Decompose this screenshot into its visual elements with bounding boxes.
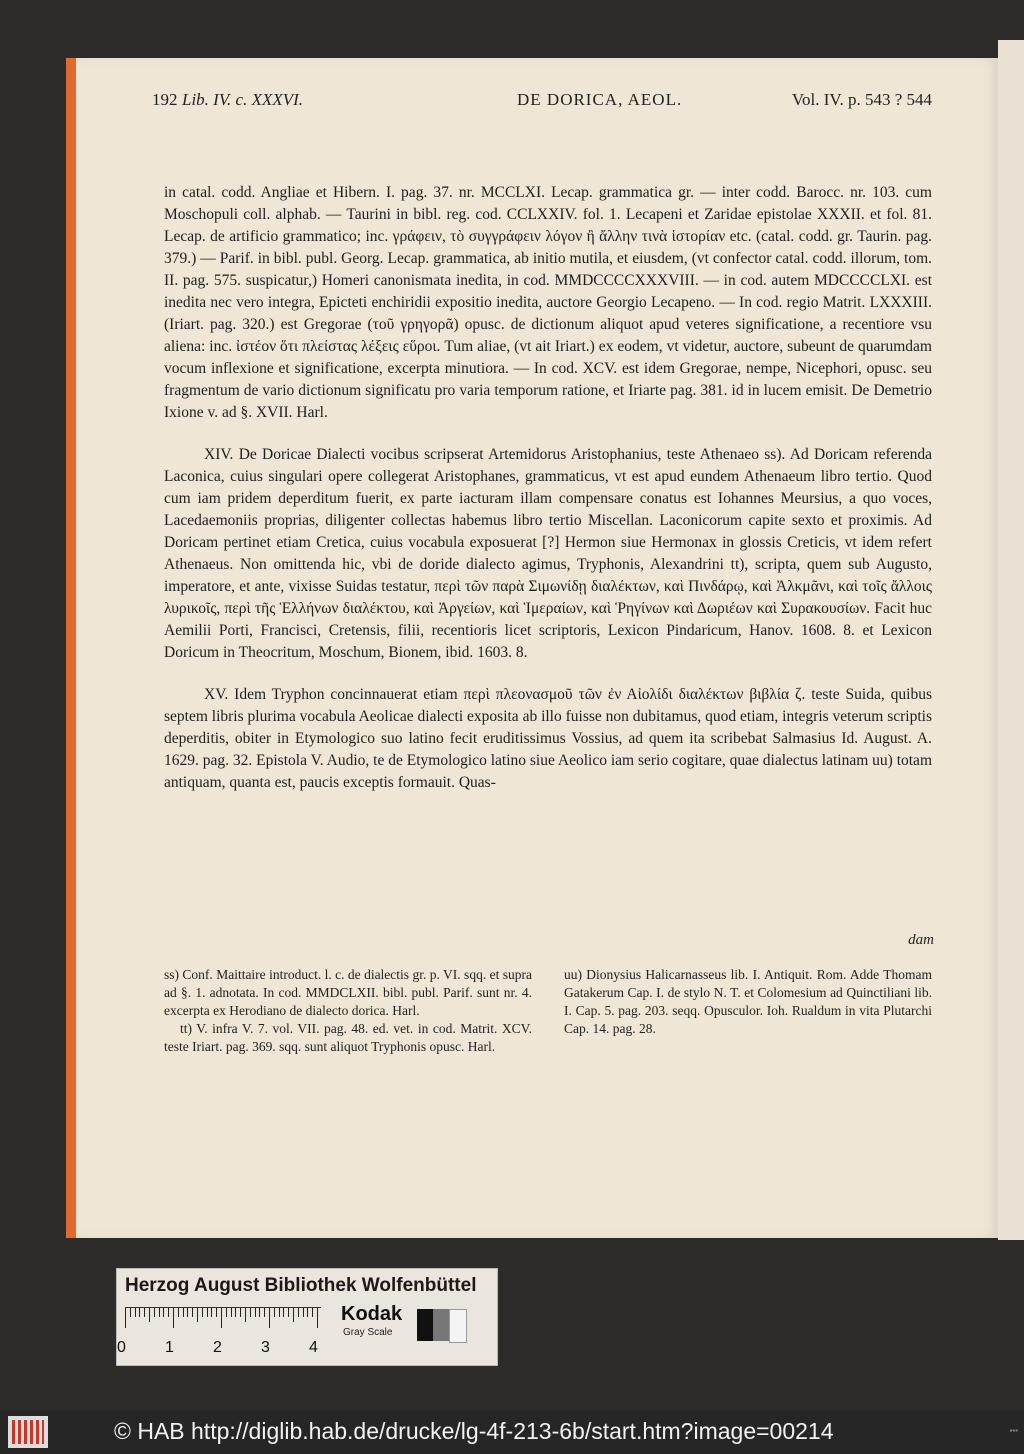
- gray-swatch-white: [449, 1309, 467, 1343]
- ruler-tick: [283, 1308, 284, 1317]
- ruler-tick: [207, 1308, 208, 1317]
- ruler-tick: [245, 1308, 246, 1322]
- ruler-tick: [163, 1308, 164, 1317]
- ruler-tick: [139, 1308, 140, 1317]
- ruler-tick: [250, 1308, 251, 1317]
- ruler-tick: [149, 1308, 150, 1322]
- ruler-tick: [235, 1308, 236, 1317]
- book-chapter-ref: Lib. IV. c. XXXVI.: [182, 90, 304, 109]
- ruler-tick: [288, 1308, 289, 1317]
- catchword: dam: [908, 932, 934, 948]
- ruler-tick: [264, 1308, 265, 1317]
- footnote-uu: uu) Dionysius Halicarnasseus lib. I. Antiquit. Rom. Adde Thomam Gatakerum Cap. I. de stylo N. T. et Colomesium ad Quinctiliani lib. I. Cap. 5. pag. 203. seqq. Opusculor. Ioh. Rualdum in vita Plutarchi Cap. 14. pag. 28.: [564, 967, 932, 1036]
- paragraph-xiv: XIV. De Doricae Dialecti vocibus scripserat Artemidorus Aristophanius, teste Athenaeo ss). Ad Doricam referenda Laconica, cuius singulari opere collegerat Aristophanes, grammaticus, vt est apud eundem Athenaeum libro tertio. Quod cum iam pridem deperditum fuerit, ex parte iacturam illam compensare conatus est Iohannes Meursius, a quo voces, Lacedaemoniis proprias, diligenter collectas habemus libro tertio Miscellan. Laconicorum capite sexto et proximis. Ad Doricam pertinet etiam Cretica, cuius vocabula exposuerat [?] Hermon siue Hermonax in glossis Creticis, vt idem refert Athenaeus. Non omittenda hic, vbi de doride dialecto agimus, Tryphonis, Alexandrini tt), scripta, quem sub Augusto, imperatore, et ante, vixisse Suidas testatur, περὶ τῶν παρὰ Σιμωνίδῃ διαλέκτων, καὶ Πινδάρῳ, καὶ Ἀλκμᾶνι, καὶ τοῖς ἄλλοις λυρικοῖς, περὶ τῆς Ἑλλήνων διαλέκτου, καὶ Ἀργείων, καὶ Ἱμεραίων, καὶ Ῥηγίνων καὶ Δωριέων καὶ Συρακουσίων. Facit huc Aemilii Porti, Francisci, Cretensis, filii, recentioris licet scriptoris, Lexicon Pindaricum, Hanov. 1608. 8. et Lexicon Doricum in Theocritum, Moschum, Bionem, ibid. 1603. 8.: [164, 446, 932, 661]
- main-text: [164, 182, 932, 794]
- ruler-tick: [159, 1308, 160, 1317]
- ruler-tick: [197, 1308, 198, 1322]
- footer-mark: ▪▪▪: [1009, 1426, 1018, 1435]
- volume-ref: Vol. IV. p. 543 ? 544: [791, 90, 932, 109]
- ruler-tick: [307, 1308, 308, 1317]
- ruler-numbers: [117, 1339, 327, 1359]
- ruler-tick: [168, 1308, 169, 1317]
- ruler-tick: [279, 1308, 280, 1317]
- footer-bar: [0, 1410, 1024, 1454]
- footnote-ss: ss) Conf. Maittaire introduct. l. c. de dialectis gr. p. VI. sqq. et supra ad §. 1. adnotata. In cod. MMDCLXII. bibl. publ. Parif. sunt nr. 4. excerpta ex Herodiano de dialecto dorica. Harl.: [164, 967, 532, 1018]
- ruler-tick: [259, 1308, 260, 1317]
- paragraph-xv: XV. Idem Tryphon concinnauerat etiam περὶ πλεονασμοῦ τῶν ἐν Αἰολίδι διαλέκτων βιβλία ζ. teste Suida, quibus septem libris plurima vocabula Aeolicae dialecti exposita ab illo fuisse non dubitamus, quod etiam, integris veterum scriptis deperditis, obiter in Etymologico suo latino fecit eruditissimus Vossius, ad quem ita scribebat Salmasius Id. August. A. 1629. pag. 32. Epistola V. Audio, te de Etymologico latino siue Aeolico iam serio cogitare, quae dialectus latinam uu) totam antiquam, quanta est, paucis exceptis formauit. Quas-: [164, 686, 932, 791]
- color-reference-card: [116, 1268, 498, 1366]
- ruler-tick: [221, 1308, 222, 1328]
- ruler-tick: [293, 1308, 294, 1322]
- ruler-scale: [125, 1307, 321, 1328]
- source-link[interactable]: © HAB http://diglib.hab.de/drucke/lg-4f-213-6b/start.htm?image=00214: [114, 1418, 834, 1444]
- ruler-tick: [211, 1308, 212, 1317]
- ruler-tick: [231, 1308, 232, 1317]
- gray-swatch-black: [417, 1309, 433, 1341]
- institution-name: Herzog August Bibliothek Wolfenbüttel: [125, 1275, 477, 1296]
- ruler-tick: [216, 1308, 217, 1317]
- ruler-tick: [178, 1308, 179, 1317]
- hab-logo-icon: [8, 1416, 48, 1448]
- ruler-tick: [312, 1308, 313, 1317]
- ruler-tick: [202, 1308, 203, 1317]
- footnotes-left-column: [164, 966, 532, 1056]
- ruler-tick: [125, 1308, 126, 1328]
- ruler-tick: [187, 1308, 188, 1317]
- ruler-tick: [303, 1308, 304, 1317]
- ruler-tick: [130, 1308, 131, 1317]
- running-title: DE DORICA, AEOL.: [517, 90, 683, 109]
- ruler-tick: [317, 1308, 318, 1328]
- ruler-tick: [255, 1308, 256, 1317]
- ruler-tick: [135, 1308, 136, 1317]
- facing-page-edge: [998, 40, 1024, 1240]
- page-edge-orange: [66, 58, 76, 1238]
- ruler-tick: [298, 1308, 299, 1317]
- ruler-number: 1: [165, 1339, 174, 1356]
- ruler-tick: [192, 1308, 193, 1317]
- ruler-tick: [274, 1308, 275, 1317]
- footnote-tt: tt) V. infra V. 7. vol. VII. pag. 48. ed. vet. in cod. Matrit. XCV. teste Iriart. pag. 369. sqq. sunt aliquot Tryphonis opusc. Harl.: [164, 1021, 532, 1054]
- ruler-tick: [240, 1308, 241, 1317]
- ruler-tick: [154, 1308, 155, 1317]
- ruler-tick: [269, 1308, 270, 1328]
- ruler-number: 3: [261, 1339, 270, 1356]
- gray-scale-label: Gray Scale: [343, 1327, 393, 1338]
- gray-swatch-mid: [433, 1309, 449, 1341]
- paragraph-1: in catal. codd. Angliae et Hibern. I. pag. 37. nr. MCCLXI. Lecap. grammatica gr. — inter codd. Barocc. nr. 103. cum Moschopuli coll. alphab. — Taurini in bibl. reg. cod. CCLXXIV. fol. 1. Lecapeni et Zaridae epistolae XXXII. et fol. 81. Lecap. de artificio grammatico; inc. γράφειν, τὸ συγγράφειν λόγον ἢ ἄλλην τινὰ ἱστορίαν etc. (catal. codd. gr. Taurin. pag. 379.) — Parif. in bibl. publ. Georg. Lecap. grammatica, ab initio mutila, et eiusdem, (vt confector catal. codd. illorum, tom. II. pag. 575. suspicatur,) Homeri canonismata inedita, in cod. MMDCCCCXXXVIII. — in cod. autem MDCCCCLXI. est inedita nec vero integra, Epicteti enchiridii expositio inedita, auctore Georgio Lecapeno. — In cod. regio Matrit. LXXXIII. (Iriart. pag. 320.) est Gregorae (τοῦ γρηγορᾶ) opusc. de dictionum aliquot apud veteres significatione, a recentiore vsu aliena: inc. ἰστέον ὅτι πλείστας λέξεις εὕροι. Tum aliae, (vt ait Iriart.) ex eodem, vt videtur, auctore, subeunt de quarumdam vocum inflexione et significatione, excerpta minutiora. — In cod. XCV. est idem Gregorae, nempe, Nicephori, opusc. seu fragmentum de vario dictionum significatu pro varia temporum ratione, et Iriarte pag. 381. id in lucem emisit. De Demetrio Ixione v. ad §. XVII. Harl.: [164, 184, 932, 421]
- ruler-tick: [173, 1308, 174, 1328]
- ruler-tick: [183, 1308, 184, 1317]
- footnotes-right-column: [564, 966, 932, 1038]
- ruler-number: 0: [117, 1339, 126, 1356]
- ruler-tick: [226, 1308, 227, 1317]
- page-number: 192: [152, 90, 178, 109]
- ruler-number: 2: [213, 1339, 222, 1356]
- ruler-number: 4: [309, 1339, 318, 1356]
- kodak-logo: Kodak: [341, 1303, 403, 1325]
- ruler-tick: [144, 1308, 145, 1317]
